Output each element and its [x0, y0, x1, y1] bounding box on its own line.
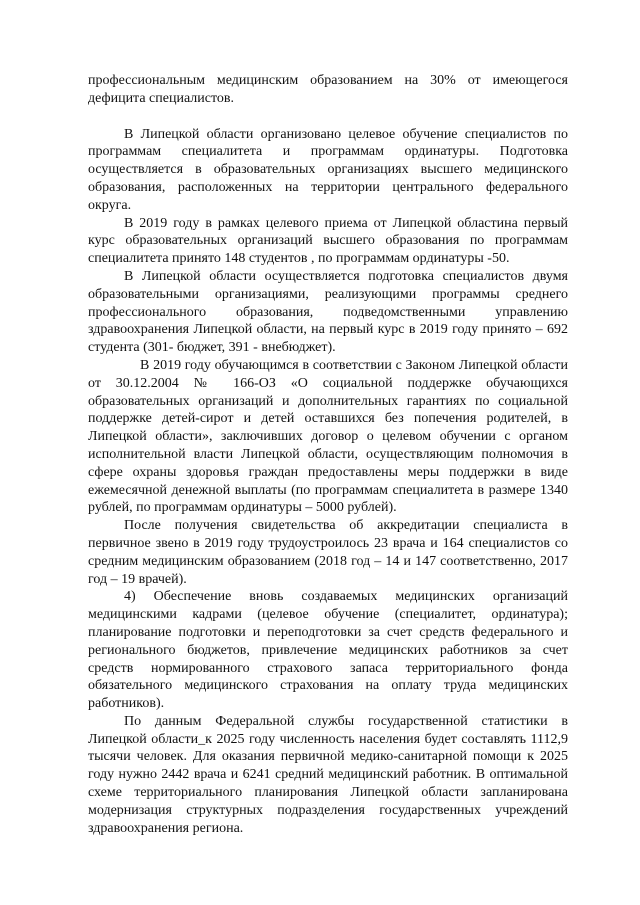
- paragraph-secondary-education: В Липецкой области осуществляется подготовка специалистов двумя образовательными организациями, реализующими программы среднего профессионального образования, подведомственными управлению здравоохранения Липецкой области, на первый курс в 2019 году принято – 692 студента (301- бюджет, 391 - внебюджет).: [88, 268, 568, 356]
- paragraph-admission-2019: В 2019 году в рамках целевого приема от Липецкой областина первый курс образовательных организаций высшего образования по программам специалитета принято 148 студентов , по программам ординатуры -50.: [88, 215, 568, 267]
- paragraph-continuation: профессиональным медицинским образованием на 30% от имеющегося дефицита специалистов.: [88, 73, 568, 106]
- paragraph-targeted-training: В Липецкой области организовано целевое обучение специалистов по программам специалитета и программам ординатуры. Подготовка осуществляется в образовательных организациях высшего медицинского образования, расположенных на территории центрального федерального округа.: [88, 126, 568, 213]
- paragraph-staffing-item-4: 4) Обеспечение вновь создаваемых медицинских организаций медицинскими кадрами (целевое обучение (специалитет, ординатура); планирование подготовки и переподготовки за счет средств федерального и регионального бюджетов, привлечение медицинских работников за счет средств нормированного страхового запаса территориального фонда обязательного медицинского страхования на оплату труда медицинских работников).: [88, 589, 568, 712]
- paragraph-social-support: В 2019 году обучающимся в соответствии с Законом Липецкой области от 30.12.2004 № 166-ОЗ «О социальной поддержке обучающихся образовательных организаций и дополнительных гарантиях по социальной поддержке детей-сирот и детей оставшихся без попечения родителей, в Липецкой области», заключивших договор о целевом обучении с органом исполнительной власти Липецкой области, осуществляющим полномочия в сфере охраны здоровья граждан предоставлены меры поддержки в виде ежемесячной денежной выплаты (по программам специалитета в размере 1340 рублей, по программам ординатуры – 5000 рублей).: [88, 357, 568, 516]
- paragraph-population-forecast: По данным Федеральной службы государственной статистики в Липецкой области_к 2025 году численность населения будет составлять 1112,9 тысячи человек. Для оказания первичной медико-санитарной помощи к 2025 году нужно 2442 врача и 6241 средний медицинский работник. В оптимальной схеме территориального планирования Липецкой области запланирована модернизация структурных подразделения государственных учреждений здравоохранения региона.: [88, 713, 568, 836]
- document-page: [88, 72, 568, 837]
- paragraph-accreditation: После получения свидетельства об аккредитации специалиста в первичное звено в 2019 году трудоустроилось 23 врача и 164 специалистов со средним медицинским образованием (2018 год – 14 и 147 соответственно, 2017 год – 19 врачей).: [88, 518, 568, 587]
